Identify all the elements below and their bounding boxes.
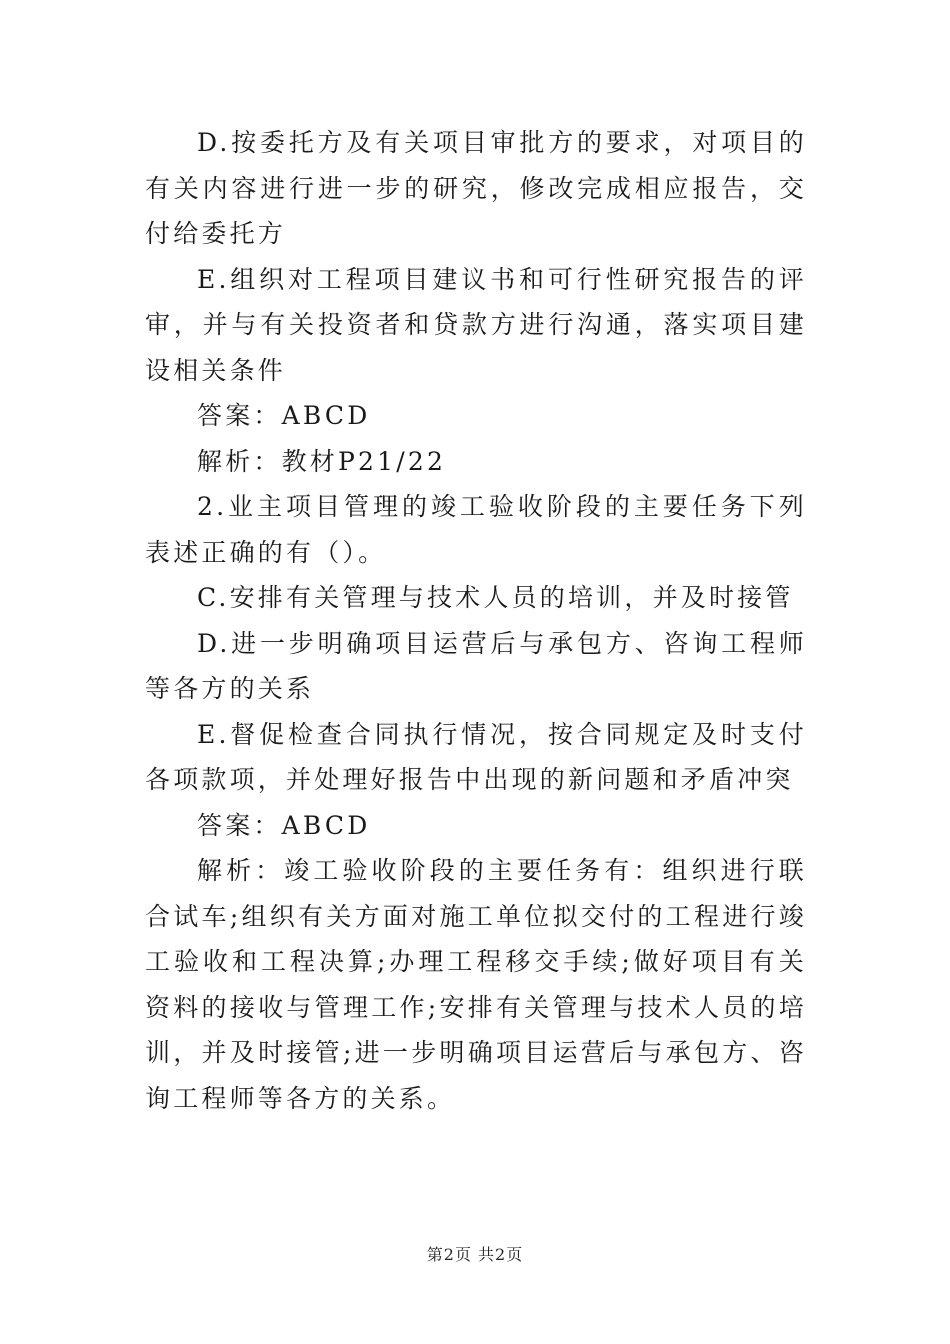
option-d-paragraph: D.按委托方及有关项目审批方的要求，对项目的有关内容进行进一步的研究，修改完成相应报告，交付给委托方: [145, 128, 807, 248]
analysis-line: 解析：教材P21/22: [197, 446, 447, 476]
answer-line: 答案：ABCD: [197, 401, 371, 430]
option-c-paragraph: C.安排有关管理与技术人员的培训，并及时接管: [197, 583, 794, 612]
answer-line-2: 答案：ABCD: [197, 810, 371, 840]
document-body: [145, 120, 807, 1121]
option-e-paragraph: E.组织对工程项目建议书和可行性研究报告的评审，并与有关投资者和贷款方进行沟通，落实项目建设相关条件: [145, 264, 807, 385]
option-d-paragraph-2: D.进一步明确项目运营后与承包方、咨询工程师等各方的关系: [145, 628, 807, 703]
analysis-paragraph-2: 解析：竣工验收阶段的主要任务有：组织进行联合试车;组织有关方面对施工单位拟交付的工程进行竣工验收和工程决算;办理工程移交手续;做好项目有关资料的接收与管理工作;安排有关管理与技术人员的培训，并及时接管;进一步明确项目运营后与承包方、咨询工程师等各方的关系。: [145, 856, 807, 1113]
page-number-footer: 第2页 共2页: [426, 1245, 524, 1264]
question-2-paragraph: 2.业主项目管理的竣工验收阶段的主要任务下列表述正确的有（）。: [145, 492, 807, 567]
option-e-paragraph-2: E.督促检查合同执行情况，按合同规定及时支付各项款项，并处理好报告中出现的新问题和矛盾冲突: [145, 719, 807, 794]
